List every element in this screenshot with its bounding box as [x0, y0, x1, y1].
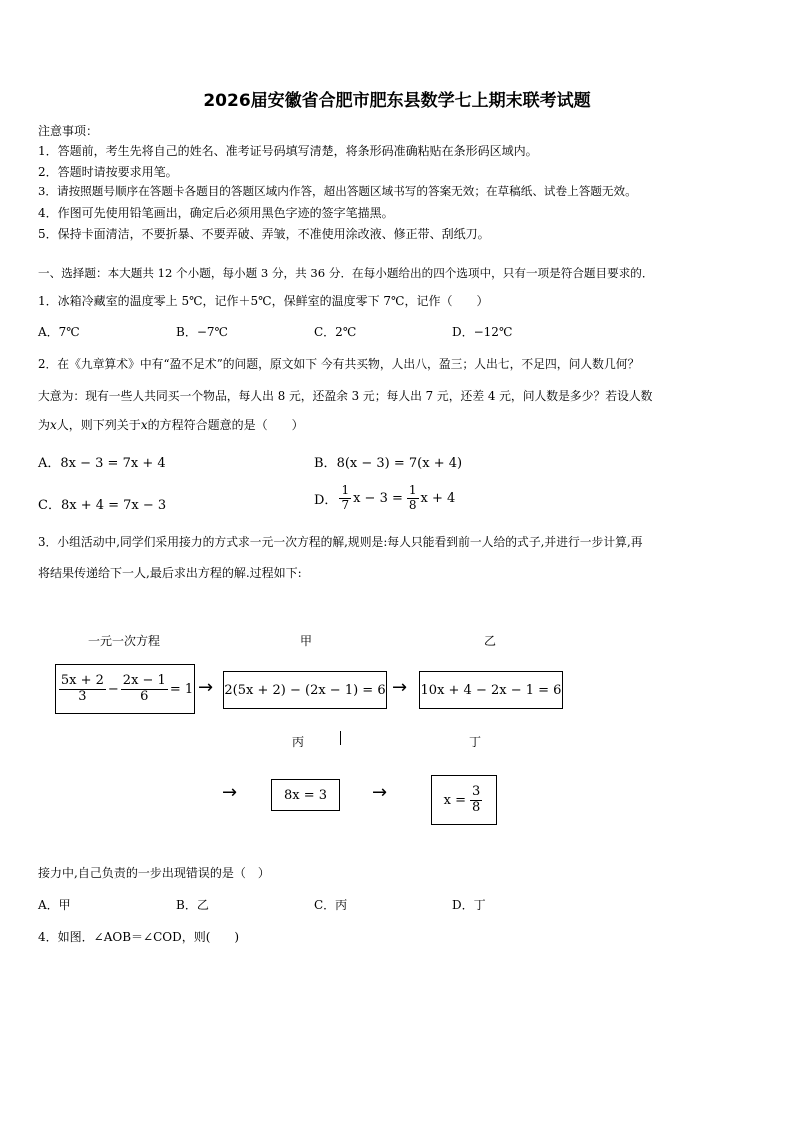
q2-line-3: 为x人，则下列关于x的方程符合题意的是（ ） [38, 418, 304, 432]
q1-option-b: B．−7℃ [176, 325, 228, 339]
q3-option-a: A．甲 [38, 898, 71, 912]
q1-option-a: A．7℃ [38, 325, 80, 339]
q1-option-c: C．2℃ [314, 325, 357, 339]
notice-item-5: 5．保持卡面清洁，不要折暴、不要弄破、弄皱，不准使用涂改液、修正带、刮纸刀。 [38, 227, 490, 241]
label-bing: 丙 [292, 735, 305, 749]
box-ding: x = $\frac{3}{8}$ [431, 775, 497, 825]
q2-option-d: D． $\frac{1}{7}$ x − 3 = $\frac{1}{8}$ x + 4 [314, 483, 456, 512]
label-yi: 乙 [484, 634, 497, 648]
page-title: 2026届安徽省合肥市肥东县数学七上期末联考试题 [203, 91, 591, 111]
arrow-right-icon: → [372, 782, 388, 803]
q2-option-b: B．8(x − 3) = 7(x + 4) [314, 456, 463, 471]
q2-option-c: C．8x + 4 = 7x − 3 [38, 498, 167, 513]
q3-option-b: B．乙 [176, 898, 209, 912]
section-heading: 一、选择题：本大题共 12 个小题，每小题 3 分，共 36 分．在每小题给出的四个选项中，只有一项是符合题目要求的． [38, 266, 654, 280]
q1-option-d: D．−12℃ [452, 325, 513, 339]
arrow-right-icon: → [222, 782, 238, 803]
q1-stem: 1．冰箱冷藏室的温度零上 5℃，记作＋5℃，保鲜室的温度零下 7℃，记作（ ） [38, 294, 489, 308]
notice-item-4: 4．作图可先使用铅笔画出，确定后必须用黑色字迹的签字笔描黑。 [38, 206, 394, 220]
q4-stem: 4．如图．∠AOB＝∠COD，则( ) [38, 930, 240, 944]
notice-item-3: 3．请按照题号顺序在答题卡各题目的答题区域内作答，超出答题区域书写的答案无效；在草稿纸、试卷上答题无效。 [38, 184, 637, 198]
notice-header: 注意事项： [38, 124, 99, 138]
notice-item-1: 1．答题前，考生先将自己的姓名、准考证号码填写清楚，将条形码准确粘贴在条形码区域内。 [38, 144, 538, 158]
box-bing: 8x = 3 [271, 779, 340, 811]
label-ding: 丁 [469, 735, 482, 749]
q3-line-2: 将结果传递给下一人,最后求出方程的解.过程如下: [38, 566, 302, 580]
label-jia: 甲 [300, 634, 313, 648]
q2-line-2: 大意为：现有一些人共同买一个物品，每人出 8 元，还盈余 3 元；每人出 7 元，还差 4 元，问人数是多少？若设人数 [38, 389, 653, 403]
divider [340, 731, 341, 745]
q2-option-a: A．8x − 3 = 7x + 4 [38, 456, 166, 471]
q3-line-1: 3．小组活动中,同学们采用接力的方式求一元一次方程的解,规则是:每人只能看到前一人给的式子,并进行一步计算,再 [38, 535, 643, 549]
q3-option-d: D．丁 [452, 898, 486, 912]
q3-option-c: C．丙 [314, 898, 348, 912]
arrow-right-icon: → [392, 677, 408, 698]
arrow-right-icon: → [198, 677, 214, 698]
label-linear-equation: 一元一次方程 [88, 634, 161, 648]
box-jia: 2(5x + 2) − (2x − 1) = 6 [223, 671, 387, 709]
notice-item-2: 2．答题时请按要求用笔。 [38, 165, 178, 179]
box-yi: 10x + 4 − 2x − 1 = 6 [419, 671, 563, 709]
box-equation: $\frac{5x + 2}{3}$ − $\frac{2x - 1}{6}$ = 1 [55, 664, 195, 714]
q2-line-1: 2．在《九章算术》中有“盈不足术”的问题，原文如下 今有共买物，人出八，盈三；人出七，不足四，问人数几何？ [38, 357, 640, 371]
q3-question: 接力中,自己负责的一步出现错误的是（ ） [38, 866, 270, 880]
